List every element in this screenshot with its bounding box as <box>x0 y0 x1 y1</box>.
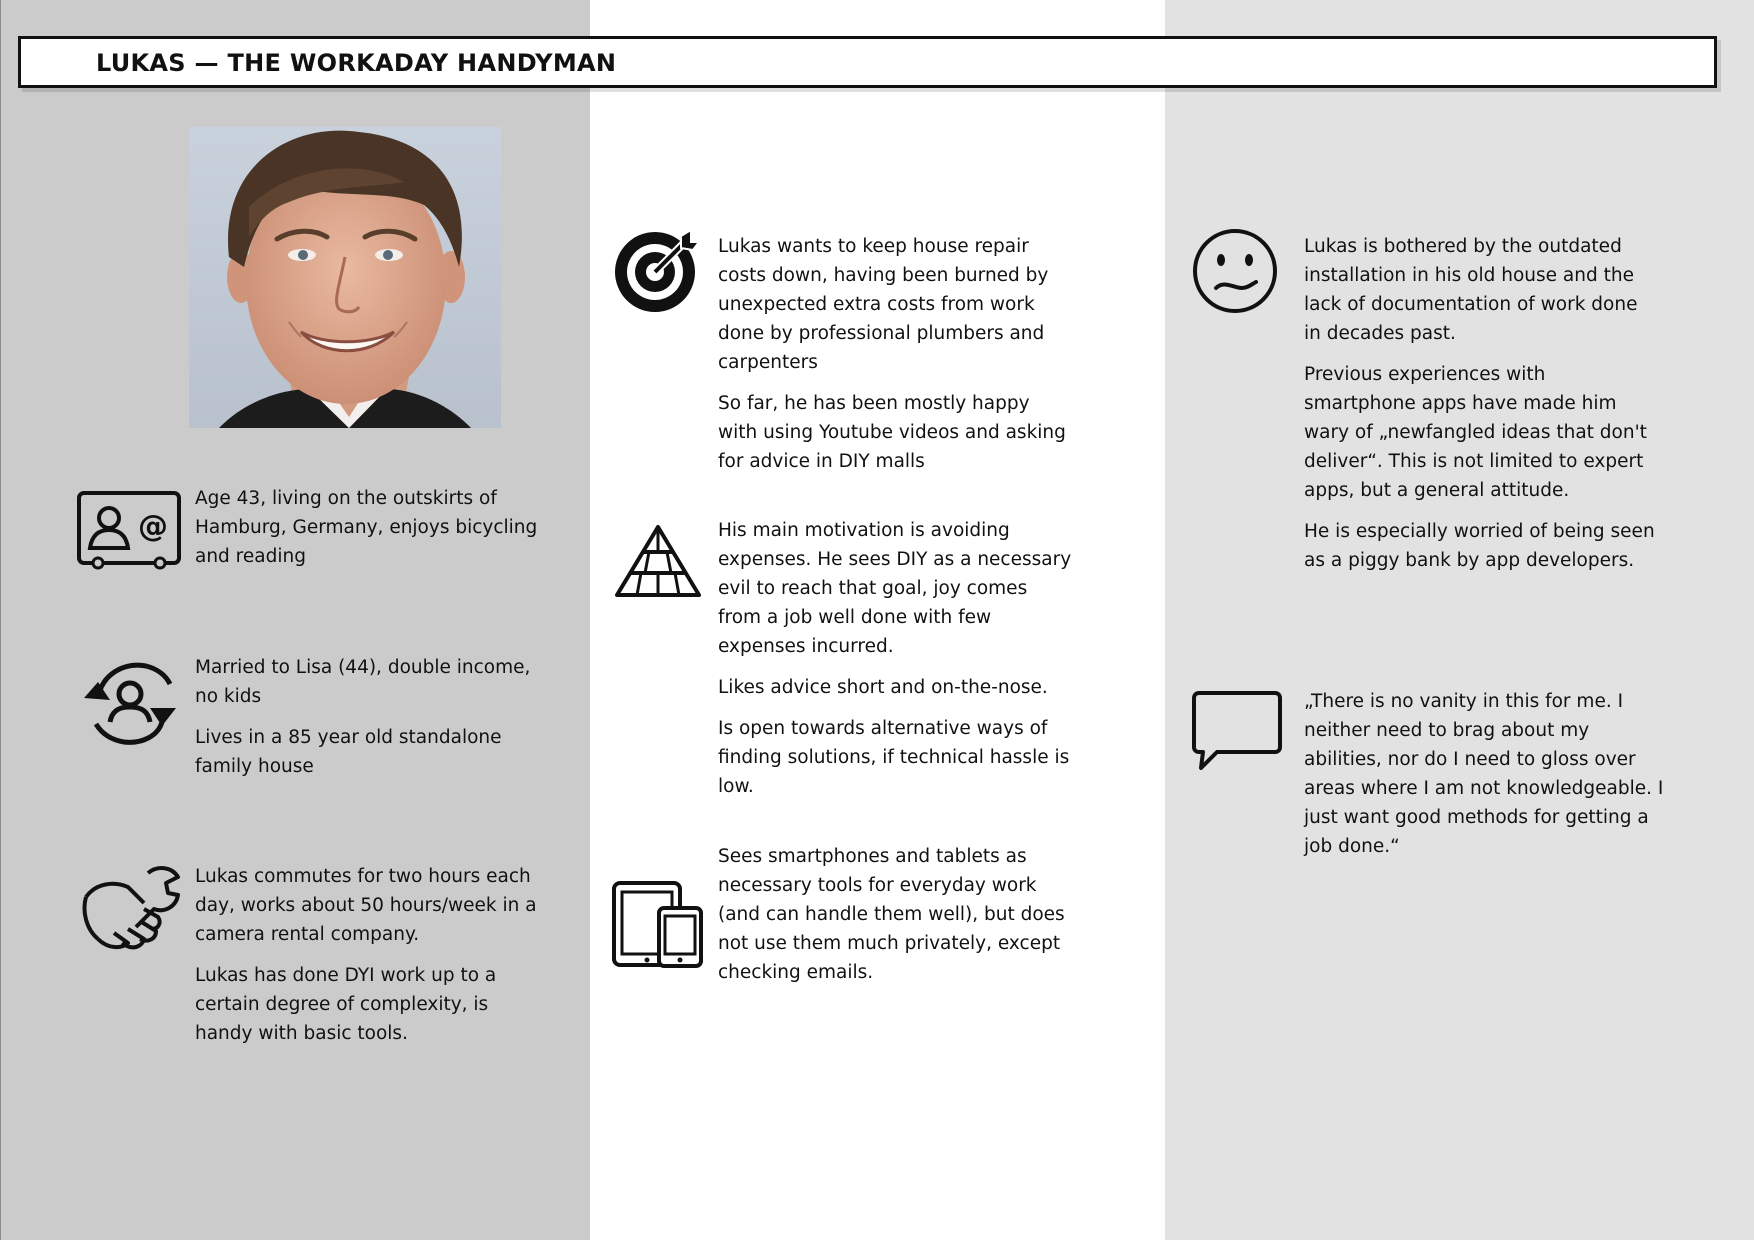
goals-text <box>718 232 1073 488</box>
tablet-phone-icon <box>611 880 705 970</box>
hand-wrench-icon <box>78 863 184 953</box>
devices-paragraph: Sees smartphones and tablets as necessary tools for everyday work (and can handle them well), but does not use them much privately, except checking emails. <box>718 846 1065 983</box>
goals-paragraph-1: Lukas wants to keep house repair costs down, having been burned by unexpected extra costs from work done by professional plumbers and carpenters <box>718 236 1049 373</box>
family-paragraph-2: Lives in a 85 year old standalone family house <box>195 727 502 777</box>
family-text <box>195 653 550 793</box>
frustrations-paragraph-2: Previous experiences with smartphone apps have made him wary of „newfangled ideas that don't deliver“. This is not limited to expert apps, but a general attitude. <box>1304 364 1647 501</box>
target-icon <box>613 228 701 314</box>
pyramid-icon <box>613 523 703 599</box>
work-text <box>195 862 550 1060</box>
frustrations-paragraph-3: He is especially worried of being seen as a piggy bank by app developers. <box>1304 521 1655 571</box>
motivation-paragraph-1: His main motivation is avoiding expenses. He sees DIY as a necessary evil to reach that goal, joy comes from a job well done with few expenses incurred. <box>718 520 1072 657</box>
confused-face-icon <box>1190 228 1280 314</box>
frustrations-paragraph-1: Lukas is bothered by the outdated installation in his old house and the lack of documentation of work done in decades past. <box>1304 236 1638 344</box>
quote-text <box>1304 687 1664 873</box>
portrait-photo <box>189 127 501 428</box>
goals-paragraph-2: So far, he has been mostly happy with using Youtube videos and asking for advice in DIY malls <box>718 393 1066 472</box>
motivation-text <box>718 516 1073 813</box>
work-paragraph-1: Lukas commutes for two hours each day, works about 50 hours/week in a camera rental company. <box>195 866 537 945</box>
devices-text <box>718 842 1073 999</box>
page-title: LUKAS — THE WORKADAY HANDYMAN <box>96 49 617 77</box>
motivation-paragraph-2: Likes advice short and on-the-nose. <box>718 677 1048 698</box>
profile-paragraph: Age 43, living on the outskirts of Hamburg, Germany, enjoys bicycling and reading <box>195 488 538 567</box>
motivation-paragraph-3: Is open towards alternative ways of finding solutions, if technical hassle is low. <box>718 718 1070 797</box>
person-cycle-icon <box>80 660 180 746</box>
right-column <box>1165 0 1754 1240</box>
title-bar <box>18 36 1717 88</box>
frustrations-text <box>1304 232 1659 587</box>
contact-card-icon <box>76 490 182 570</box>
family-paragraph-1: Married to Lisa (44), double income, no kids <box>195 657 531 707</box>
work-paragraph-2: Lukas has done DYI work up to a certain degree of complexity, is handy with basic tools. <box>195 965 497 1044</box>
profile-text <box>195 484 550 583</box>
quote-paragraph: „There is no vanity in this for me. I neither need to brag about my abilities, nor do I need to gloss over areas where I am not knowledgeable. I just want good methods for getting a job done.“ <box>1304 691 1664 857</box>
speech-bubble-icon <box>1191 690 1283 772</box>
svg-text:@: @ <box>138 509 168 544</box>
